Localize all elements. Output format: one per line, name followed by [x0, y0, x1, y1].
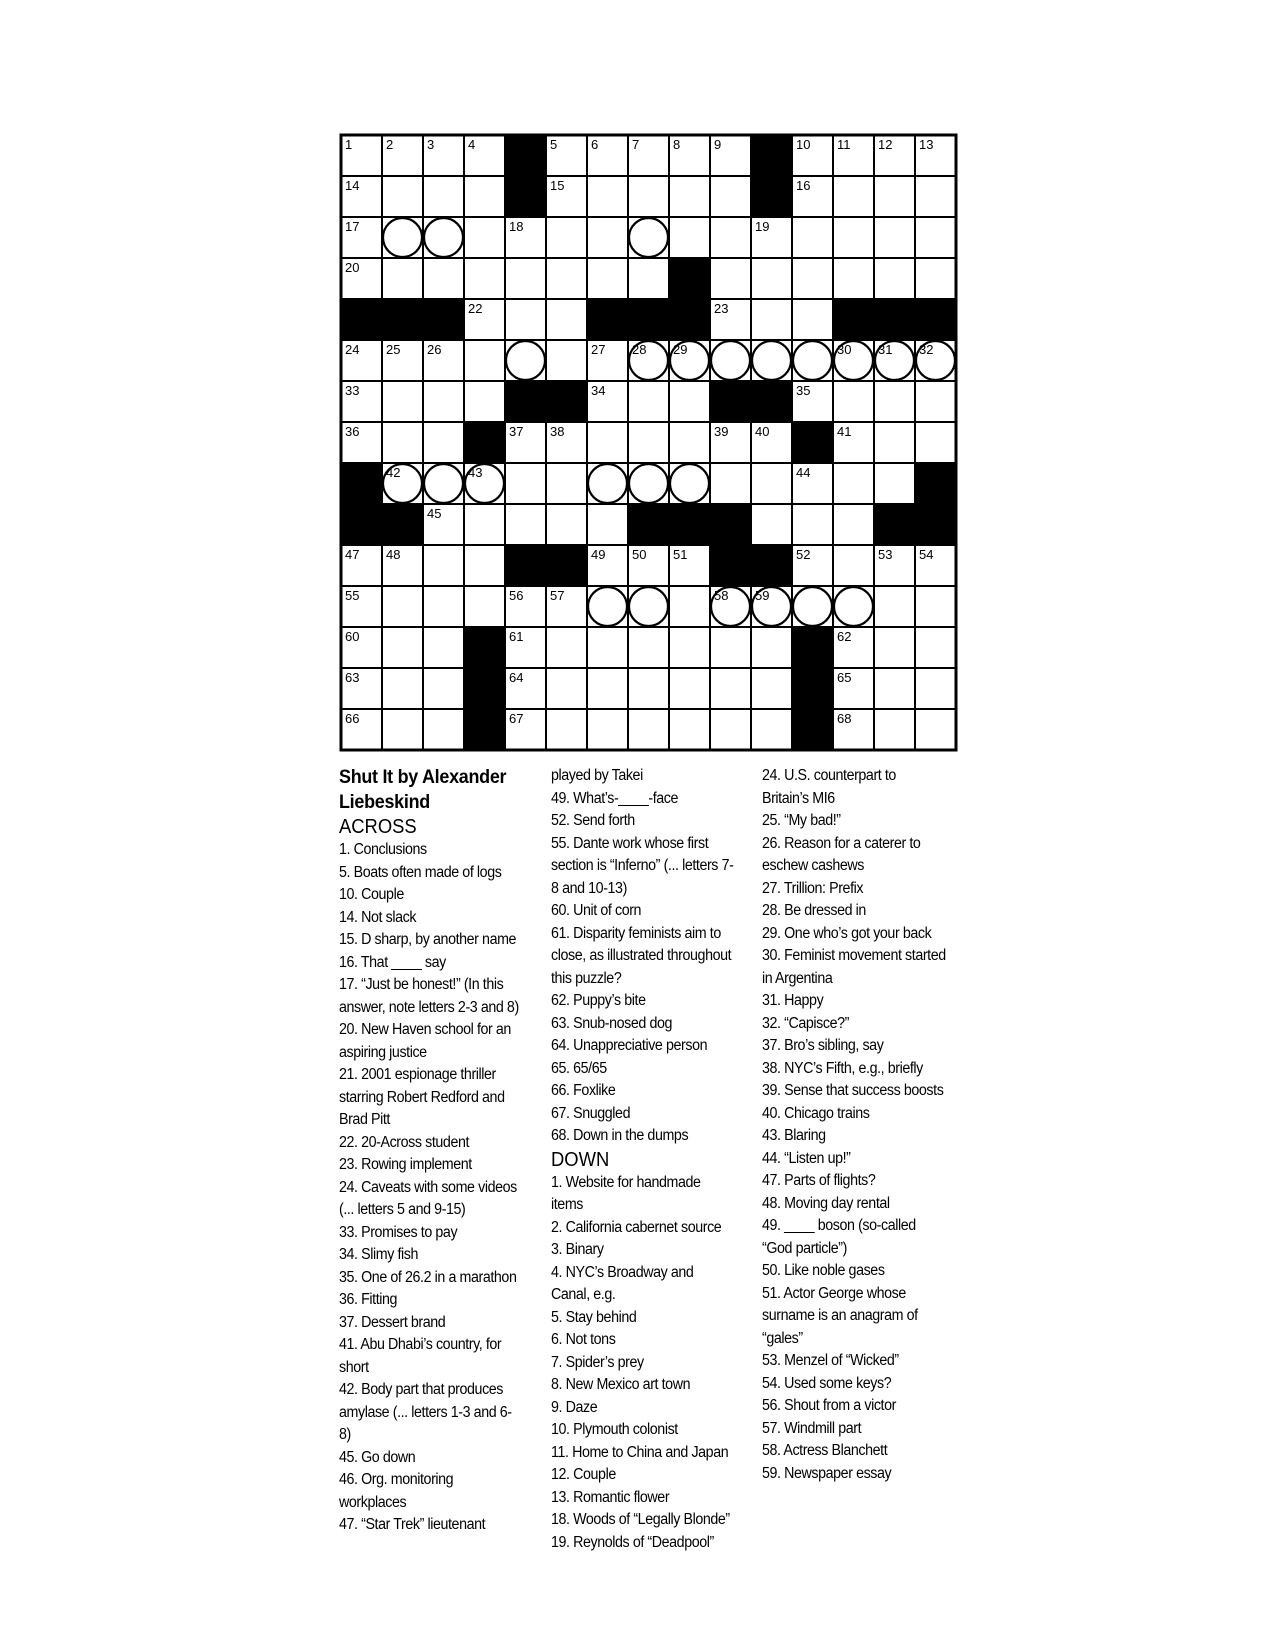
- cell-number: 47: [345, 547, 360, 562]
- cell-number: 48: [386, 547, 401, 562]
- clue-item: 30. Feminist movement started in Argentina: [762, 947, 946, 987]
- grid-cell[interactable]: [833, 381, 874, 422]
- grid-cell[interactable]: [669, 586, 710, 627]
- black-square: [382, 504, 423, 545]
- cell-number: 14: [345, 178, 360, 193]
- clue-item: 36. Fitting: [339, 1291, 398, 1308]
- clue-item: 23. Rowing implement: [339, 1156, 472, 1173]
- clue-item: 55. Dante work whose first section is “Inferno” (... letters 7-8 and 10-13): [551, 834, 734, 897]
- grid-cell[interactable]: [587, 422, 628, 463]
- cell-number: 12: [878, 137, 893, 152]
- grid-cell[interactable]: [792, 299, 833, 340]
- cell-number: 43: [468, 465, 483, 480]
- cell-number: 34: [591, 383, 606, 398]
- clue-item: 19. Reynolds of “Deadpool”: [551, 1533, 714, 1551]
- clue-item: 27. Trillion: Prefix: [762, 879, 864, 897]
- clue-item: 48. Moving day rental: [762, 1194, 890, 1212]
- grid-cell[interactable]: [833, 176, 874, 217]
- cell-number: 2: [386, 137, 394, 152]
- grid-cell[interactable]: [833, 504, 874, 545]
- grid-cell[interactable]: [792, 217, 833, 258]
- grid-cell[interactable]: [464, 217, 505, 258]
- cell-number: 54: [919, 547, 934, 562]
- grid-cell[interactable]: [382, 422, 423, 463]
- clue-item: 7. Spider’s prey: [551, 1353, 644, 1371]
- clue-item: 37. Bro’s sibling, say: [762, 1037, 884, 1054]
- grid-cell[interactable]: [751, 258, 792, 299]
- grid-cell[interactable]: [628, 381, 669, 422]
- black-square: [546, 545, 587, 586]
- clue-item: 63. Snub-nosed dog: [551, 1014, 672, 1032]
- cell-number: 11: [837, 137, 851, 152]
- clue-item: 42. Body part that produces amylase (... letters 1-3 and 6-8): [339, 1381, 512, 1443]
- clue-item: 22. 20-Across student: [339, 1133, 470, 1151]
- cell-number: 35: [796, 383, 811, 398]
- grid-cell[interactable]: [464, 258, 505, 299]
- clue-item: 60. Unit of corn: [551, 902, 642, 919]
- grid-cell[interactable]: [669, 176, 710, 217]
- cell-number: 53: [878, 547, 893, 562]
- cell-number: 32: [919, 342, 934, 357]
- grid-cell[interactable]: [587, 709, 628, 750]
- grid-cell[interactable]: [423, 627, 464, 668]
- clue-item: 18. Woods of “Legally Blonde”: [551, 1511, 730, 1528]
- grid-cell[interactable]: [669, 217, 710, 258]
- grid-cell[interactable]: [423, 258, 464, 299]
- grid-cell[interactable]: [464, 586, 505, 627]
- grid-cell[interactable]: [751, 463, 792, 504]
- black-square: [341, 504, 382, 545]
- black-square: [710, 381, 751, 422]
- grid-cell[interactable]: [464, 504, 505, 545]
- black-square: [505, 381, 546, 422]
- cell-number: 60: [345, 629, 360, 644]
- grid-cell[interactable]: [546, 709, 587, 750]
- black-square: [751, 135, 792, 176]
- cell-number: 6: [591, 137, 599, 152]
- clue-item: 10. Couple: [339, 886, 404, 903]
- grid-cell[interactable]: [382, 668, 423, 709]
- cell-number: 1: [345, 137, 353, 152]
- cell-number: 37: [509, 424, 524, 439]
- cell-number: 20: [345, 260, 360, 275]
- clue-item: 11. Home to China and Japan: [551, 1443, 729, 1461]
- grid-cell[interactable]: [505, 463, 546, 504]
- clue-item: 24. Caveats with some videos (... letters 5 and 9-15): [339, 1178, 517, 1218]
- cell-number: 15: [550, 178, 565, 193]
- grid-cell[interactable]: [751, 627, 792, 668]
- grid-cell[interactable]: [464, 340, 505, 381]
- grid-cell[interactable]: [382, 176, 423, 217]
- clue-item: 65. 65/65: [551, 1059, 607, 1077]
- grid-cell[interactable]: [833, 545, 874, 586]
- grid-cell[interactable]: [382, 381, 423, 422]
- clue-item: 2. California cabernet source: [551, 1218, 722, 1236]
- grid-cell[interactable]: [587, 668, 628, 709]
- cell-number: 42: [386, 465, 401, 480]
- cell-number: 18: [509, 219, 524, 234]
- grid-cell[interactable]: [628, 668, 669, 709]
- cell-number: 49: [591, 547, 606, 562]
- grid-cell[interactable]: [710, 627, 751, 668]
- grid-cell[interactable]: [587, 258, 628, 299]
- grid-cell[interactable]: [915, 627, 956, 668]
- black-square: [505, 176, 546, 217]
- grid-cell[interactable]: [423, 176, 464, 217]
- grid-cell[interactable]: [628, 709, 669, 750]
- clue-item: 26. Reason for a caterer to eschew cashews: [762, 834, 921, 874]
- grid-cell[interactable]: [751, 668, 792, 709]
- clue-item: 64. Unappreciative person: [551, 1037, 708, 1054]
- cell-number: 24: [345, 342, 360, 357]
- cell-number: 25: [386, 342, 401, 357]
- grid-cell[interactable]: [874, 463, 915, 504]
- clue-item: 10. Plymouth colonist: [551, 1421, 678, 1438]
- black-square: [628, 504, 669, 545]
- grid-cell[interactable]: [546, 258, 587, 299]
- cell-number: 41: [837, 424, 852, 439]
- grid-cell[interactable]: [915, 258, 956, 299]
- across-clue-list: [339, 839, 523, 1537]
- cell-number: 68: [837, 711, 852, 726]
- clue-item: 32. “Capisce?”: [762, 1014, 849, 1032]
- clue-item: 56. Shout from a victor: [762, 1397, 896, 1414]
- cell-number: 39: [714, 424, 729, 439]
- clue-item: 24. U.S. counterpart to Britain’s MI6: [762, 767, 896, 807]
- clue-item: 33. Promises to pay: [339, 1223, 458, 1241]
- grid-cell[interactable]: [710, 258, 751, 299]
- clue-item: 3. Binary: [551, 1241, 604, 1258]
- clue-item: 61. Disparity feminists aim to close, as illustrated throughout this puzzle?: [551, 924, 732, 987]
- grid-cell[interactable]: [915, 668, 956, 709]
- grid-cell[interactable]: [915, 381, 956, 422]
- cell-number: 30: [837, 342, 852, 357]
- grid-cell[interactable]: [874, 176, 915, 217]
- cell-number: 29: [673, 342, 688, 357]
- cell-number: 59: [755, 588, 770, 603]
- cell-number: 65: [837, 670, 852, 685]
- clue-item: 28. Be dressed in: [762, 902, 866, 919]
- black-square: [710, 545, 751, 586]
- grid-cell[interactable]: [587, 504, 628, 545]
- black-square: [792, 709, 833, 750]
- grid-cell[interactable]: [669, 381, 710, 422]
- cell-number: 7: [632, 137, 640, 152]
- black-square: [505, 545, 546, 586]
- grid-cell[interactable]: [628, 422, 669, 463]
- grid-cell[interactable]: [546, 463, 587, 504]
- clue-item: 38. NYC’s Fifth, e.g., briefly: [762, 1059, 923, 1077]
- clue-column-2: [551, 765, 735, 1554]
- grid-cell[interactable]: [915, 709, 956, 750]
- black-square: [464, 422, 505, 463]
- cell-number: 66: [345, 711, 360, 726]
- grid-cell[interactable]: [710, 463, 751, 504]
- puzzle-title: Shut It by Alexander Liebeskind: [339, 766, 507, 813]
- clue-item: 20. New Haven school for an aspiring justice: [339, 1021, 511, 1061]
- cell-number: 3: [427, 137, 435, 152]
- clue-item: 9. Daze: [551, 1398, 598, 1416]
- clue-item: 68. Down in the dumps: [551, 1127, 689, 1144]
- grid-cell[interactable]: [423, 709, 464, 750]
- across-heading: ACROSS: [339, 816, 417, 838]
- clue-item: 1. Website for handmade items: [551, 1173, 701, 1213]
- grid-cell[interactable]: [423, 422, 464, 463]
- grid-cell[interactable]: [587, 627, 628, 668]
- black-square: [792, 627, 833, 668]
- clue-item: 62. Puppy’s bite: [551, 992, 646, 1009]
- cell-number: 57: [550, 588, 565, 603]
- grid-cell[interactable]: [833, 463, 874, 504]
- grid-cell[interactable]: [915, 422, 956, 463]
- clue-column-3: [762, 765, 946, 1485]
- clue-item: 50. Like noble gases: [762, 1262, 885, 1279]
- cell-number: 23: [714, 301, 729, 316]
- clue-item: 29. One who’s got your back: [762, 924, 932, 942]
- grid-cell[interactable]: [833, 258, 874, 299]
- grid-cell[interactable]: [505, 258, 546, 299]
- clue-item: 59. Newspaper essay: [762, 1464, 892, 1482]
- grid-cell[interactable]: [464, 176, 505, 217]
- across-clue-list-continued: [551, 765, 735, 1148]
- cell-number: 26: [427, 342, 442, 357]
- grid-cell[interactable]: [874, 258, 915, 299]
- cell-number: 16: [796, 178, 811, 193]
- grid-cell[interactable]: [874, 668, 915, 709]
- clue-item: 57. Windmill part: [762, 1419, 862, 1437]
- clue-item: 4. NYC’s Broadway and Canal, e.g.: [551, 1263, 694, 1303]
- black-square: [669, 299, 710, 340]
- black-square: [751, 381, 792, 422]
- grid-cell[interactable]: [382, 709, 423, 750]
- clue-item: 14. Not slack: [339, 908, 417, 926]
- cell-number: 64: [509, 670, 524, 685]
- clue-item: 25. “My bad!”: [762, 812, 841, 829]
- grid-cell[interactable]: [874, 422, 915, 463]
- cell-number: 46: [714, 506, 729, 521]
- clue-item: 8. New Mexico art town: [551, 1376, 691, 1393]
- cell-number: 55: [345, 588, 360, 603]
- black-square: [587, 299, 628, 340]
- grid-cell[interactable]: [874, 709, 915, 750]
- black-square: [341, 299, 382, 340]
- cell-number: 17: [345, 219, 360, 234]
- black-square: [464, 709, 505, 750]
- clue-item: played by Takei: [551, 767, 643, 784]
- cell-number: 67: [509, 711, 524, 726]
- clue-item: 35. One of 26.2 in a marathon: [339, 1268, 517, 1286]
- black-square: [464, 627, 505, 668]
- clue-item: 39. Sense that success boosts: [762, 1082, 944, 1099]
- grid-cell[interactable]: [710, 176, 751, 217]
- cell-number: 52: [796, 547, 811, 562]
- clue-item: 40. Chicago trains: [762, 1104, 870, 1122]
- black-square: [341, 463, 382, 504]
- grid-cell[interactable]: [628, 627, 669, 668]
- grid-cell[interactable]: [382, 586, 423, 627]
- clue-item: 43. Blaring: [762, 1127, 826, 1144]
- clue-item: 46. Org. monitoring workplaces: [339, 1471, 454, 1511]
- grid-cell[interactable]: [423, 668, 464, 709]
- cell-number: 56: [509, 588, 524, 603]
- cell-number: 13: [919, 137, 934, 152]
- grid-cell[interactable]: [464, 381, 505, 422]
- grid-cell[interactable]: [423, 545, 464, 586]
- black-square: [833, 299, 874, 340]
- clue-item: 44. “Listen up!”: [762, 1149, 851, 1167]
- grid-cell[interactable]: [751, 299, 792, 340]
- black-square: [915, 463, 956, 504]
- cell-number: 58: [714, 588, 729, 603]
- grid-cell[interactable]: [546, 217, 587, 258]
- clue-item: 45. Go down: [339, 1448, 416, 1466]
- cell-number: 28: [632, 342, 647, 357]
- cell-number: 27: [591, 342, 606, 357]
- clue-item: 67. Snuggled: [551, 1104, 631, 1122]
- black-square: [751, 176, 792, 217]
- clue-item: 49. ____ boson (so-called “God particle”): [762, 1217, 916, 1257]
- clue-item: 17. “Just be honest!” (In this answer, note letters 2-3 and 8): [339, 976, 519, 1016]
- black-square: [505, 135, 546, 176]
- grid-cell[interactable]: [505, 504, 546, 545]
- clue-item: 16. That ____ say: [339, 953, 446, 971]
- grid-cell[interactable]: [669, 627, 710, 668]
- black-square: [874, 299, 915, 340]
- clue-item: 37. Dessert brand: [339, 1313, 446, 1331]
- grid-cell[interactable]: [751, 709, 792, 750]
- grid-cell[interactable]: [751, 504, 792, 545]
- cell-number: 21: [673, 260, 688, 275]
- grid-cell[interactable]: [546, 299, 587, 340]
- grid-cell[interactable]: [874, 586, 915, 627]
- cell-number: 8: [673, 137, 681, 152]
- cell-number: 50: [632, 547, 647, 562]
- grid-cell[interactable]: [874, 381, 915, 422]
- grid-cell[interactable]: [628, 258, 669, 299]
- clue-item: 21. 2001 espionage thriller starring Robert Redford and Brad Pitt: [339, 1066, 505, 1128]
- grid-cell[interactable]: [669, 709, 710, 750]
- grid-cell[interactable]: [874, 217, 915, 258]
- clue-item: 5. Boats often made of logs: [339, 863, 502, 881]
- clue-item: 1. Conclusions: [339, 841, 427, 858]
- grid-cell[interactable]: [464, 545, 505, 586]
- cell-number: 5: [550, 137, 558, 152]
- black-square: [915, 299, 956, 340]
- grid-cell[interactable]: [710, 217, 751, 258]
- grid-cell[interactable]: [587, 176, 628, 217]
- cell-number: 9: [714, 137, 722, 152]
- clue-item: 5. Stay behind: [551, 1308, 637, 1326]
- down-heading: DOWN: [551, 1148, 610, 1171]
- clue-item: 58. Actress Blanchett: [762, 1442, 888, 1459]
- down-clue-list: [551, 1172, 735, 1555]
- grid-cell[interactable]: [505, 299, 546, 340]
- grid-cell[interactable]: [915, 176, 956, 217]
- cell-number: 40: [755, 424, 770, 439]
- grid-cell[interactable]: [628, 176, 669, 217]
- clue-item: 31. Happy: [762, 992, 824, 1009]
- down-clue-list-continued: [762, 765, 946, 1485]
- cell-number: 62: [837, 629, 852, 644]
- cell-number: 44: [796, 465, 811, 480]
- black-square: [874, 504, 915, 545]
- grid-cell[interactable]: [546, 340, 587, 381]
- clue-item: 34. Slimy fish: [339, 1246, 419, 1263]
- grid-cell[interactable]: [669, 422, 710, 463]
- black-square: [792, 668, 833, 709]
- grid-cell[interactable]: [587, 217, 628, 258]
- grid-cell[interactable]: [874, 627, 915, 668]
- black-square: [792, 422, 833, 463]
- black-square: [669, 504, 710, 545]
- cell-number: 33: [345, 383, 360, 398]
- clue-item: 66. Foxlike: [551, 1082, 616, 1099]
- clue-item: 49. What’s-____-face: [551, 789, 679, 807]
- grid-cell[interactable]: [546, 668, 587, 709]
- clue-item: 13. Romantic flower: [551, 1488, 670, 1506]
- black-square: [915, 504, 956, 545]
- clue-item: 53. Menzel of “Wicked”: [762, 1352, 899, 1369]
- grid-cell[interactable]: [833, 217, 874, 258]
- grid-cell[interactable]: [546, 504, 587, 545]
- black-square: [423, 299, 464, 340]
- black-square: [464, 668, 505, 709]
- grid-cell[interactable]: [792, 504, 833, 545]
- clue-item: 15. D sharp, by another name: [339, 931, 517, 948]
- cell-number: 38: [550, 424, 565, 439]
- cell-number: 45: [427, 506, 442, 521]
- clue-item: 12. Couple: [551, 1466, 616, 1483]
- black-square: [751, 545, 792, 586]
- cell-number: 19: [755, 219, 770, 234]
- grid-cell[interactable]: [382, 258, 423, 299]
- clue-item: 52. Send forth: [551, 812, 635, 829]
- cell-number: 22: [468, 301, 483, 316]
- clue-item: 6. Not tons: [551, 1331, 616, 1348]
- clue-column-1: [339, 765, 523, 1537]
- cell-number: 63: [345, 670, 360, 685]
- grid-cell[interactable]: [423, 586, 464, 627]
- clue-item: 41. Abu Dhabi’s country, for short: [339, 1336, 502, 1376]
- grid-cell[interactable]: [792, 258, 833, 299]
- clue-item: 47. Parts of flights?: [762, 1172, 876, 1189]
- grid-cell[interactable]: [915, 217, 956, 258]
- cell-number: 10: [796, 137, 811, 152]
- cell-number: 36: [345, 424, 360, 439]
- cell-number: 61: [509, 629, 524, 644]
- grid-cell[interactable]: [546, 627, 587, 668]
- clue-item: 51. Actor George whose surname is an anagram of “gales”: [762, 1284, 918, 1347]
- cell-number: 51: [673, 547, 688, 562]
- clue-item: 47. “Star Trek” lieutenant: [339, 1516, 486, 1533]
- grid-cell[interactable]: [382, 627, 423, 668]
- crossword-grid: [339, 133, 959, 753]
- grid-cell[interactable]: [915, 586, 956, 627]
- grid-cell[interactable]: [710, 668, 751, 709]
- clue-item: 54. Used some keys?: [762, 1374, 892, 1392]
- black-square: [546, 381, 587, 422]
- grid-cell[interactable]: [423, 381, 464, 422]
- clue-columns: [339, 765, 979, 1551]
- cell-number: 31: [878, 342, 893, 357]
- black-square: [628, 299, 669, 340]
- black-square: [382, 299, 423, 340]
- grid-cell[interactable]: [710, 709, 751, 750]
- cell-number: 4: [468, 137, 476, 152]
- grid-cell[interactable]: [669, 668, 710, 709]
